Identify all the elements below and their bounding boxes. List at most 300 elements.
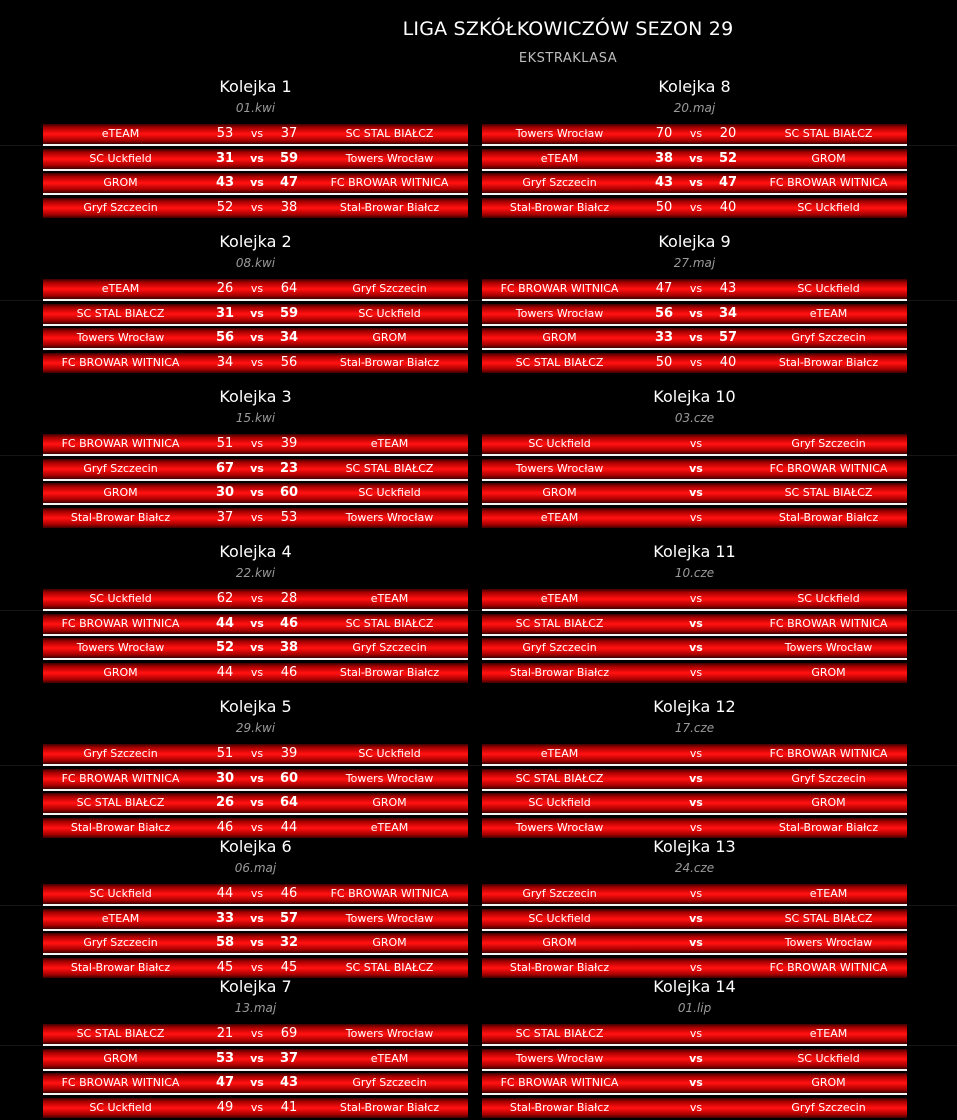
home-score: 52: [215, 640, 235, 656]
round-date: 01.lip: [677, 1001, 712, 1015]
round-date: 24.cze: [674, 861, 715, 875]
home-team: GROM: [103, 486, 138, 500]
away-score: 59: [279, 150, 299, 166]
match-list: [482, 279, 907, 373]
home-team: Towers Wrocław: [76, 331, 165, 345]
round-date: 01.kwi: [235, 101, 276, 115]
match-row[interactable]: [43, 663, 468, 683]
match-list: [43, 434, 468, 528]
match-row[interactable]: [482, 1049, 907, 1071]
home-team: Gryf Szczecin: [83, 936, 158, 950]
round-title: Kolejka 6: [219, 837, 292, 856]
round-title: Kolejka 10: [653, 387, 736, 406]
match-row[interactable]: [43, 614, 468, 636]
away-team: Gryf Szczecin: [791, 1101, 866, 1115]
home-score: 70: [655, 126, 673, 141]
home-team: Stal-Browar Białcz: [509, 666, 610, 680]
away-score: 47: [279, 175, 299, 191]
vs-label: vs: [689, 282, 703, 295]
home-score: 37: [216, 510, 234, 526]
match-row[interactable]: [43, 589, 468, 611]
away-team: Gryf Szczecin: [791, 437, 866, 450]
away-team: Towers Wrocław: [345, 511, 434, 525]
match-row[interactable]: [43, 459, 468, 481]
round-date: 13.maj: [234, 1001, 277, 1015]
home-team: FC BROWAR WITNICA: [61, 616, 180, 630]
match-row[interactable]: [482, 909, 907, 931]
away-team: Towers Wrocław: [784, 936, 873, 950]
home-score: 50: [655, 200, 673, 216]
away-team: FC BROWAR WITNICA: [769, 176, 888, 190]
round-block: [43, 386, 468, 528]
vs-label: vs: [689, 127, 703, 140]
match-row[interactable]: [482, 279, 907, 301]
vs-label: vs: [689, 511, 703, 525]
match-row[interactable]: [43, 884, 468, 906]
match-row[interactable]: [482, 744, 907, 766]
match-list: [482, 589, 907, 683]
match-list: [43, 124, 468, 218]
home-team: Gryf Szczecin: [83, 747, 158, 760]
away-team: Gryf Szczecin: [791, 771, 866, 785]
home-team: eTEAM: [101, 127, 140, 140]
home-team: SC STAL BIAŁCZ: [76, 306, 165, 320]
home-team: GROM: [542, 331, 577, 345]
match-list: [43, 884, 468, 978]
match-row[interactable]: [482, 1024, 907, 1046]
away-team: SC Uckfield: [797, 592, 860, 605]
home-team: Towers Wrocław: [515, 306, 604, 320]
vs-label: vs: [250, 821, 264, 835]
match-row[interactable]: [43, 1098, 468, 1118]
vs-label: vs: [689, 1051, 703, 1065]
home-team: GROM: [103, 1051, 138, 1065]
vs-label: vs: [250, 282, 264, 295]
away-team: eTEAM: [809, 306, 848, 320]
home-score: 44: [215, 615, 235, 631]
vs-label: vs: [250, 511, 264, 525]
vs-label: vs: [689, 306, 703, 320]
home-team: SC Uckfield: [528, 911, 591, 925]
home-score: 47: [655, 281, 673, 296]
away-team: Gryf Szczecin: [352, 1076, 427, 1090]
league-subtitle: EKSTRAKLASA: [518, 51, 618, 66]
away-score: 20: [719, 126, 737, 141]
match-row[interactable]: [482, 304, 907, 326]
match-row[interactable]: [482, 638, 907, 660]
match-row[interactable]: [43, 353, 468, 373]
home-score: 44: [216, 886, 234, 901]
round-date: 10.cze: [674, 566, 715, 580]
home-team: FC BROWAR WITNICA: [61, 356, 180, 370]
away-score: 57: [279, 910, 299, 926]
home-team: eTEAM: [540, 511, 579, 525]
home-team: SC Uckfield: [528, 437, 591, 450]
vs-label: vs: [250, 911, 264, 925]
home-team: Stal-Browar Białcz: [70, 821, 171, 835]
vs-label: vs: [689, 486, 703, 500]
away-score: 69: [280, 1026, 298, 1041]
home-team: Towers Wrocław: [515, 127, 604, 140]
vs-label: vs: [689, 911, 703, 925]
home-team: FC BROWAR WITNICA: [500, 282, 619, 295]
away-score: 56: [280, 355, 298, 371]
vs-label: vs: [689, 771, 703, 785]
away-team: Gryf Szczecin: [352, 641, 427, 655]
away-team: SC STAL BIAŁCZ: [784, 911, 873, 925]
home-team: Towers Wrocław: [76, 641, 165, 655]
vs-label: vs: [250, 592, 264, 605]
away-team: GROM: [811, 796, 846, 810]
home-team: Gryf Szczecin: [83, 461, 158, 475]
match-row[interactable]: [482, 508, 907, 528]
away-team: SC Uckfield: [358, 747, 421, 760]
away-score: 64: [280, 281, 298, 296]
away-team: FC BROWAR WITNICA: [330, 176, 449, 190]
match-row[interactable]: [482, 614, 907, 636]
round-date: 27.maj: [673, 256, 716, 270]
vs-label: vs: [250, 936, 264, 950]
home-team: Stal-Browar Białcz: [509, 961, 610, 975]
away-team: eTEAM: [370, 437, 409, 450]
away-team: FC BROWAR WITNICA: [769, 616, 888, 630]
away-score: 41: [280, 1100, 298, 1116]
match-row[interactable]: [43, 744, 468, 766]
away-score: 32: [279, 935, 299, 951]
match-list: [482, 124, 907, 218]
match-row[interactable]: [482, 328, 907, 350]
away-score: 44: [280, 820, 298, 836]
away-team: Stal-Browar Białcz: [339, 201, 440, 215]
match-row[interactable]: [482, 149, 907, 171]
match-row[interactable]: [482, 769, 907, 791]
vs-label: vs: [250, 151, 264, 165]
home-score: 45: [216, 960, 234, 976]
home-team: Towers Wrocław: [515, 821, 604, 835]
match-row[interactable]: [482, 589, 907, 611]
vs-label: vs: [689, 356, 703, 370]
home-team: SC STAL BIAŁCZ: [515, 616, 604, 630]
home-score: 30: [215, 485, 235, 501]
match-row[interactable]: [43, 124, 468, 146]
home-score: 26: [216, 281, 234, 296]
home-score: 34: [216, 355, 234, 371]
home-score: 67: [215, 460, 235, 476]
home-team: SC Uckfield: [89, 592, 152, 605]
match-row[interactable]: [43, 304, 468, 326]
home-score: 31: [215, 150, 235, 166]
vs-label: vs: [250, 961, 264, 975]
match-row[interactable]: [43, 769, 468, 791]
home-team: GROM: [542, 936, 577, 950]
match-row[interactable]: [43, 279, 468, 301]
away-score: 60: [279, 485, 299, 501]
home-score: 51: [216, 436, 234, 451]
match-row[interactable]: [43, 909, 468, 931]
away-team: FC BROWAR WITNICA: [330, 887, 449, 900]
away-team: SC STAL BIAŁCZ: [784, 486, 873, 500]
match-row[interactable]: [482, 663, 907, 683]
round-date: 29.kwi: [235, 721, 276, 735]
vs-label: vs: [689, 151, 703, 165]
match-row[interactable]: [43, 1073, 468, 1095]
home-team: Gryf Szczecin: [522, 887, 597, 900]
away-team: FC BROWAR WITNICA: [769, 461, 888, 475]
away-team: FC BROWAR WITNICA: [769, 747, 888, 760]
match-list: [482, 434, 907, 528]
away-score: 43: [719, 281, 737, 296]
away-team: Towers Wrocław: [784, 641, 873, 655]
away-team: GROM: [372, 936, 407, 950]
away-team: Stal-Browar Białcz: [778, 356, 879, 370]
match-row[interactable]: [482, 1073, 907, 1095]
vs-label: vs: [689, 961, 703, 975]
match-row[interactable]: [43, 793, 468, 815]
home-score: 43: [654, 175, 674, 191]
match-row[interactable]: [482, 459, 907, 481]
away-team: SC STAL BIAŁCZ: [784, 127, 873, 140]
home-score: 31: [215, 305, 235, 321]
away-team: SC Uckfield: [797, 1051, 860, 1065]
home-score: 26: [215, 795, 235, 811]
home-score: 30: [215, 770, 235, 786]
vs-label: vs: [689, 1027, 703, 1040]
away-team: Gryf Szczecin: [791, 331, 866, 345]
away-score: 57: [718, 330, 738, 346]
away-score: 23: [279, 460, 299, 476]
home-team: FC BROWAR WITNICA: [61, 1076, 180, 1090]
home-team: Towers Wrocław: [515, 461, 604, 475]
home-score: 56: [654, 305, 674, 321]
round-block: [43, 541, 468, 683]
round-block: [482, 976, 907, 1118]
vs-label: vs: [250, 641, 264, 655]
round-date: 22.kwi: [235, 566, 276, 580]
away-team: Towers Wrocław: [345, 771, 434, 785]
round-block: [43, 836, 468, 978]
away-score: 53: [280, 510, 298, 526]
vs-label: vs: [250, 887, 264, 900]
away-score: 39: [280, 436, 298, 451]
home-score: 38: [654, 150, 674, 166]
home-team: Gryf Szczecin: [522, 176, 597, 190]
home-team: GROM: [103, 666, 138, 680]
home-team: Stal-Browar Białcz: [70, 961, 171, 975]
away-score: 34: [279, 330, 299, 346]
away-team: eTEAM: [809, 1027, 848, 1040]
vs-label: vs: [689, 592, 703, 605]
vs-label: vs: [250, 127, 264, 140]
match-list: [482, 1024, 907, 1118]
round-date: 15.kwi: [235, 411, 276, 425]
home-team: eTEAM: [101, 282, 140, 295]
home-team: SC Uckfield: [528, 796, 591, 810]
round-title: Kolejka 1: [219, 77, 292, 96]
round-title: Kolejka 14: [653, 977, 736, 996]
round-title: Kolejka 9: [658, 232, 731, 251]
away-team: GROM: [811, 666, 846, 680]
away-team: Towers Wrocław: [345, 151, 434, 165]
home-score: 53: [216, 126, 234, 141]
vs-label: vs: [689, 747, 703, 760]
away-team: Stal-Browar Białcz: [339, 1101, 440, 1115]
home-score: 52: [216, 200, 234, 216]
vs-label: vs: [689, 176, 703, 190]
away-team: eTEAM: [370, 1051, 409, 1065]
away-score: 39: [280, 746, 298, 761]
home-team: SC Uckfield: [89, 151, 152, 165]
home-team: eTEAM: [540, 592, 579, 605]
match-row[interactable]: [482, 173, 907, 195]
vs-label: vs: [689, 461, 703, 475]
away-score: 38: [280, 200, 298, 216]
round-title: Kolejka 2: [219, 232, 292, 251]
away-score: 47: [718, 175, 738, 191]
round-block: [482, 836, 907, 978]
away-team: Towers Wrocław: [345, 1027, 434, 1040]
vs-label: vs: [250, 461, 264, 475]
match-row[interactable]: [43, 434, 468, 456]
away-team: SC Uckfield: [358, 306, 421, 320]
away-score: 46: [280, 665, 298, 681]
vs-label: vs: [689, 1076, 703, 1090]
away-team: SC STAL BIAŁCZ: [345, 961, 434, 975]
match-list: [482, 744, 907, 838]
away-team: Stal-Browar Białcz: [339, 666, 440, 680]
page-title: LIGA SZKÓŁKOWICZÓW SEZON 29: [402, 18, 734, 40]
match-row[interactable]: [43, 328, 468, 350]
away-team: Stal-Browar Białcz: [778, 511, 879, 525]
round-block: [482, 541, 907, 683]
match-list: [43, 1024, 468, 1118]
match-row[interactable]: [482, 483, 907, 505]
home-team: eTEAM: [540, 151, 579, 165]
home-team: Towers Wrocław: [515, 1051, 604, 1065]
home-team: SC STAL BIAŁCZ: [515, 1027, 604, 1040]
away-team: eTEAM: [370, 821, 409, 835]
home-team: Stal-Browar Białcz: [509, 201, 610, 215]
home-team: SC Uckfield: [89, 887, 152, 900]
home-team: Gryf Szczecin: [83, 201, 158, 215]
round-title: Kolejka 5: [219, 697, 292, 716]
home-score: 56: [215, 330, 235, 346]
round-block: [482, 386, 907, 528]
match-row[interactable]: [43, 1024, 468, 1046]
match-row[interactable]: [482, 353, 907, 373]
away-score: 59: [279, 305, 299, 321]
away-team: eTEAM: [370, 592, 409, 605]
home-team: SC Uckfield: [89, 1101, 152, 1115]
vs-label: vs: [250, 747, 264, 760]
match-list: [482, 884, 907, 978]
round-date: 20.maj: [673, 101, 716, 115]
vs-label: vs: [689, 887, 703, 900]
match-row[interactable]: [43, 483, 468, 505]
home-team: eTEAM: [101, 911, 140, 925]
match-row[interactable]: [43, 508, 468, 528]
match-row[interactable]: [482, 793, 907, 815]
home-score: 58: [215, 935, 235, 951]
round-block: [482, 76, 907, 218]
home-team: SC STAL BIAŁCZ: [515, 771, 604, 785]
away-score: 60: [279, 770, 299, 786]
away-score: 46: [279, 615, 299, 631]
away-score: 40: [719, 355, 737, 371]
away-team: Gryf Szczecin: [352, 282, 427, 295]
home-score: 33: [215, 910, 235, 926]
match-list: [43, 589, 468, 683]
round-title: Kolejka 4: [219, 542, 292, 561]
home-score: 43: [215, 175, 235, 191]
vs-label: vs: [689, 641, 703, 655]
match-row[interactable]: [43, 1049, 468, 1071]
round-block: [43, 976, 468, 1118]
home-team: Gryf Szczecin: [522, 641, 597, 655]
match-row[interactable]: [482, 1098, 907, 1118]
round-block: [43, 696, 468, 838]
away-team: Stal-Browar Białcz: [778, 821, 879, 835]
match-row[interactable]: [43, 198, 468, 218]
match-row[interactable]: [43, 933, 468, 955]
vs-label: vs: [250, 1101, 264, 1115]
match-row[interactable]: [43, 173, 468, 195]
away-score: 37: [280, 126, 298, 141]
home-team: FC BROWAR WITNICA: [61, 437, 180, 450]
round-title: Kolejka 13: [653, 837, 736, 856]
home-score: 49: [216, 1100, 234, 1116]
match-row[interactable]: [43, 149, 468, 171]
away-team: SC STAL BIAŁCZ: [345, 616, 434, 630]
vs-label: vs: [689, 437, 703, 450]
vs-label: vs: [250, 201, 264, 215]
away-team: SC Uckfield: [797, 201, 860, 215]
round-title: Kolejka 8: [658, 77, 731, 96]
home-score: 50: [655, 355, 673, 371]
match-row[interactable]: [482, 434, 907, 456]
away-score: 43: [279, 1075, 299, 1091]
home-team: SC STAL BIAŁCZ: [76, 1027, 165, 1040]
home-team: FC BROWAR WITNICA: [61, 771, 180, 785]
vs-label: vs: [689, 201, 703, 215]
home-score: 21: [216, 1026, 234, 1041]
away-team: GROM: [811, 151, 846, 165]
vs-label: vs: [689, 796, 703, 810]
vs-label: vs: [689, 936, 703, 950]
away-score: 28: [280, 591, 298, 606]
vs-label: vs: [250, 356, 264, 370]
away-team: GROM: [372, 331, 407, 345]
round-title: Kolejka 3: [219, 387, 292, 406]
vs-label: vs: [250, 1051, 264, 1065]
match-row[interactable]: [482, 884, 907, 906]
round-block: [43, 76, 468, 218]
vs-label: vs: [250, 1027, 264, 1040]
round-date: 03.cze: [674, 411, 715, 425]
round-date: 08.kwi: [235, 256, 276, 270]
match-row[interactable]: [43, 638, 468, 660]
away-team: SC STAL BIAŁCZ: [345, 127, 434, 140]
round-block: [482, 696, 907, 838]
home-score: 33: [654, 330, 674, 346]
match-row[interactable]: [482, 198, 907, 218]
away-team: SC Uckfield: [797, 282, 860, 295]
match-row[interactable]: [482, 933, 907, 955]
away-team: GROM: [372, 796, 407, 810]
match-row[interactable]: [482, 124, 907, 146]
home-team: Stal-Browar Białcz: [70, 511, 171, 525]
away-team: GROM: [811, 1076, 846, 1090]
home-team: SC STAL BIAŁCZ: [515, 356, 604, 370]
